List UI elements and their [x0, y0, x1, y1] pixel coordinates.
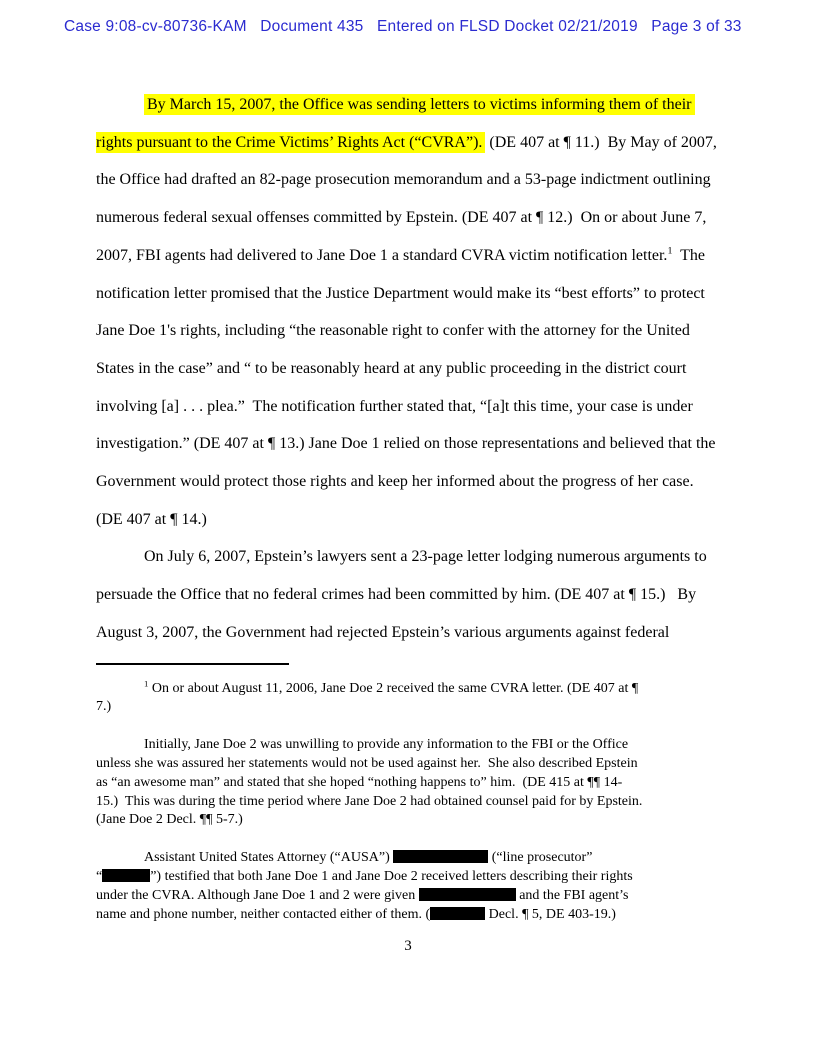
- paragraph-1: [96, 86, 723, 538]
- redaction-box: [393, 850, 488, 863]
- redaction-box: [430, 907, 485, 920]
- text-segment: On or about August 11, 2006, Jane Doe 2 received the same CVRA letter. (DE 407 at ¶: [148, 680, 639, 696]
- text-segment: and the FBI agent’s: [515, 887, 629, 903]
- text-segment: name and phone number, neither contacted either of them. (: [96, 906, 431, 922]
- highlighted-text: By March 15, 2007, the Office was sending letters to victims informing them of their rights pursuant to the Crime Victims’ Rights Act (“CVRA”).: [96, 96, 696, 151]
- text-segment: ”) testified that both Jane Doe 1 and Jane Doe 2 received letters describing their rights: [150, 868, 633, 884]
- redaction-box: [419, 888, 516, 901]
- case-caption-header: Case 9:08-cv-80736-KAM Document 435 Entered on FLSD Docket 02/21/2019 Page 3 of 33: [64, 18, 742, 35]
- text-segment: as “an awesome man” and stated that she hoped “nothing happens to” him. (DE 415 at ¶¶ 14-: [96, 774, 623, 790]
- document-body: [96, 86, 723, 943]
- text-segment: under the CVRA. Although Jane Doe 1 and 2 were given: [96, 887, 419, 903]
- paragraph-2: [96, 538, 723, 651]
- text-segment: The notification letter promised that the Justice Department would make its “best efforts” to protect Jane Doe 1's rights, including “the reasonable right to confer with the attorney for the United States in the case” and “ to be reasonably heard at any public proceeding in the district court involving [a] . . . plea.” The notification further stated that, “[a]t this time, your case is under investigation.” (DE 407 at ¶ 13.) Jane Doe 1 relied on those representations and believed that the Government would protect those rights and keep her informed about the progress of her case. (DE 407 at ¶ 14.): [96, 246, 720, 528]
- footnote-2: [96, 736, 723, 830]
- footnote-3: [96, 849, 723, 924]
- text-segment: Assistant United States Attorney (“AUSA”): [144, 850, 394, 866]
- text-segment: 15.) This was during the time period where Jane Doe 2 had obtained counsel paid for by Epstein.: [96, 793, 643, 809]
- footnote-separator: [96, 663, 289, 665]
- text-segment: Decl. ¶ 5, DE 403-19.): [485, 906, 616, 922]
- text-segment: (“line prosecutor”: [488, 850, 593, 866]
- text-segment: Initially, Jane Doe 2 was unwilling to provide any information to the FBI or the Office: [144, 737, 629, 753]
- redaction-box: [102, 869, 150, 882]
- text-segment: (Jane Doe 2 Decl. ¶¶ 5-7.): [96, 812, 243, 828]
- page-number: 3: [404, 938, 412, 954]
- text-segment: unless she was assured her statements would not be used against her. She also described Epstein: [96, 755, 638, 771]
- footnote-reference: 1: [667, 245, 673, 257]
- text-segment: (DE 407 at ¶ 11.) By May of 2007, the Office had drafted an 82-page prosecution memorandum and a 53-page indictment outlining numerous federal sexual offenses committed by Epstein. (DE 407 at ¶ 12.) On or about June 7, 2007, FBI agents had delivered to Jane Doe 1 a standard CVRA victim notification letter.: [96, 133, 721, 264]
- footnote-1: [96, 677, 723, 718]
- text-segment: On July 6, 2007, Epstein’s lawyers sent a 23-page letter lodging numerous arguments to persuade the Office that no federal crimes had been committed by him. (DE 407 at ¶ 15.) By August 3, 2007, the Government had rejected Epstein’s various arguments against federal: [96, 548, 711, 641]
- text-segment: 7.): [96, 699, 112, 715]
- text-segment: “: [96, 868, 103, 884]
- footnote-reference: 1: [144, 677, 149, 688]
